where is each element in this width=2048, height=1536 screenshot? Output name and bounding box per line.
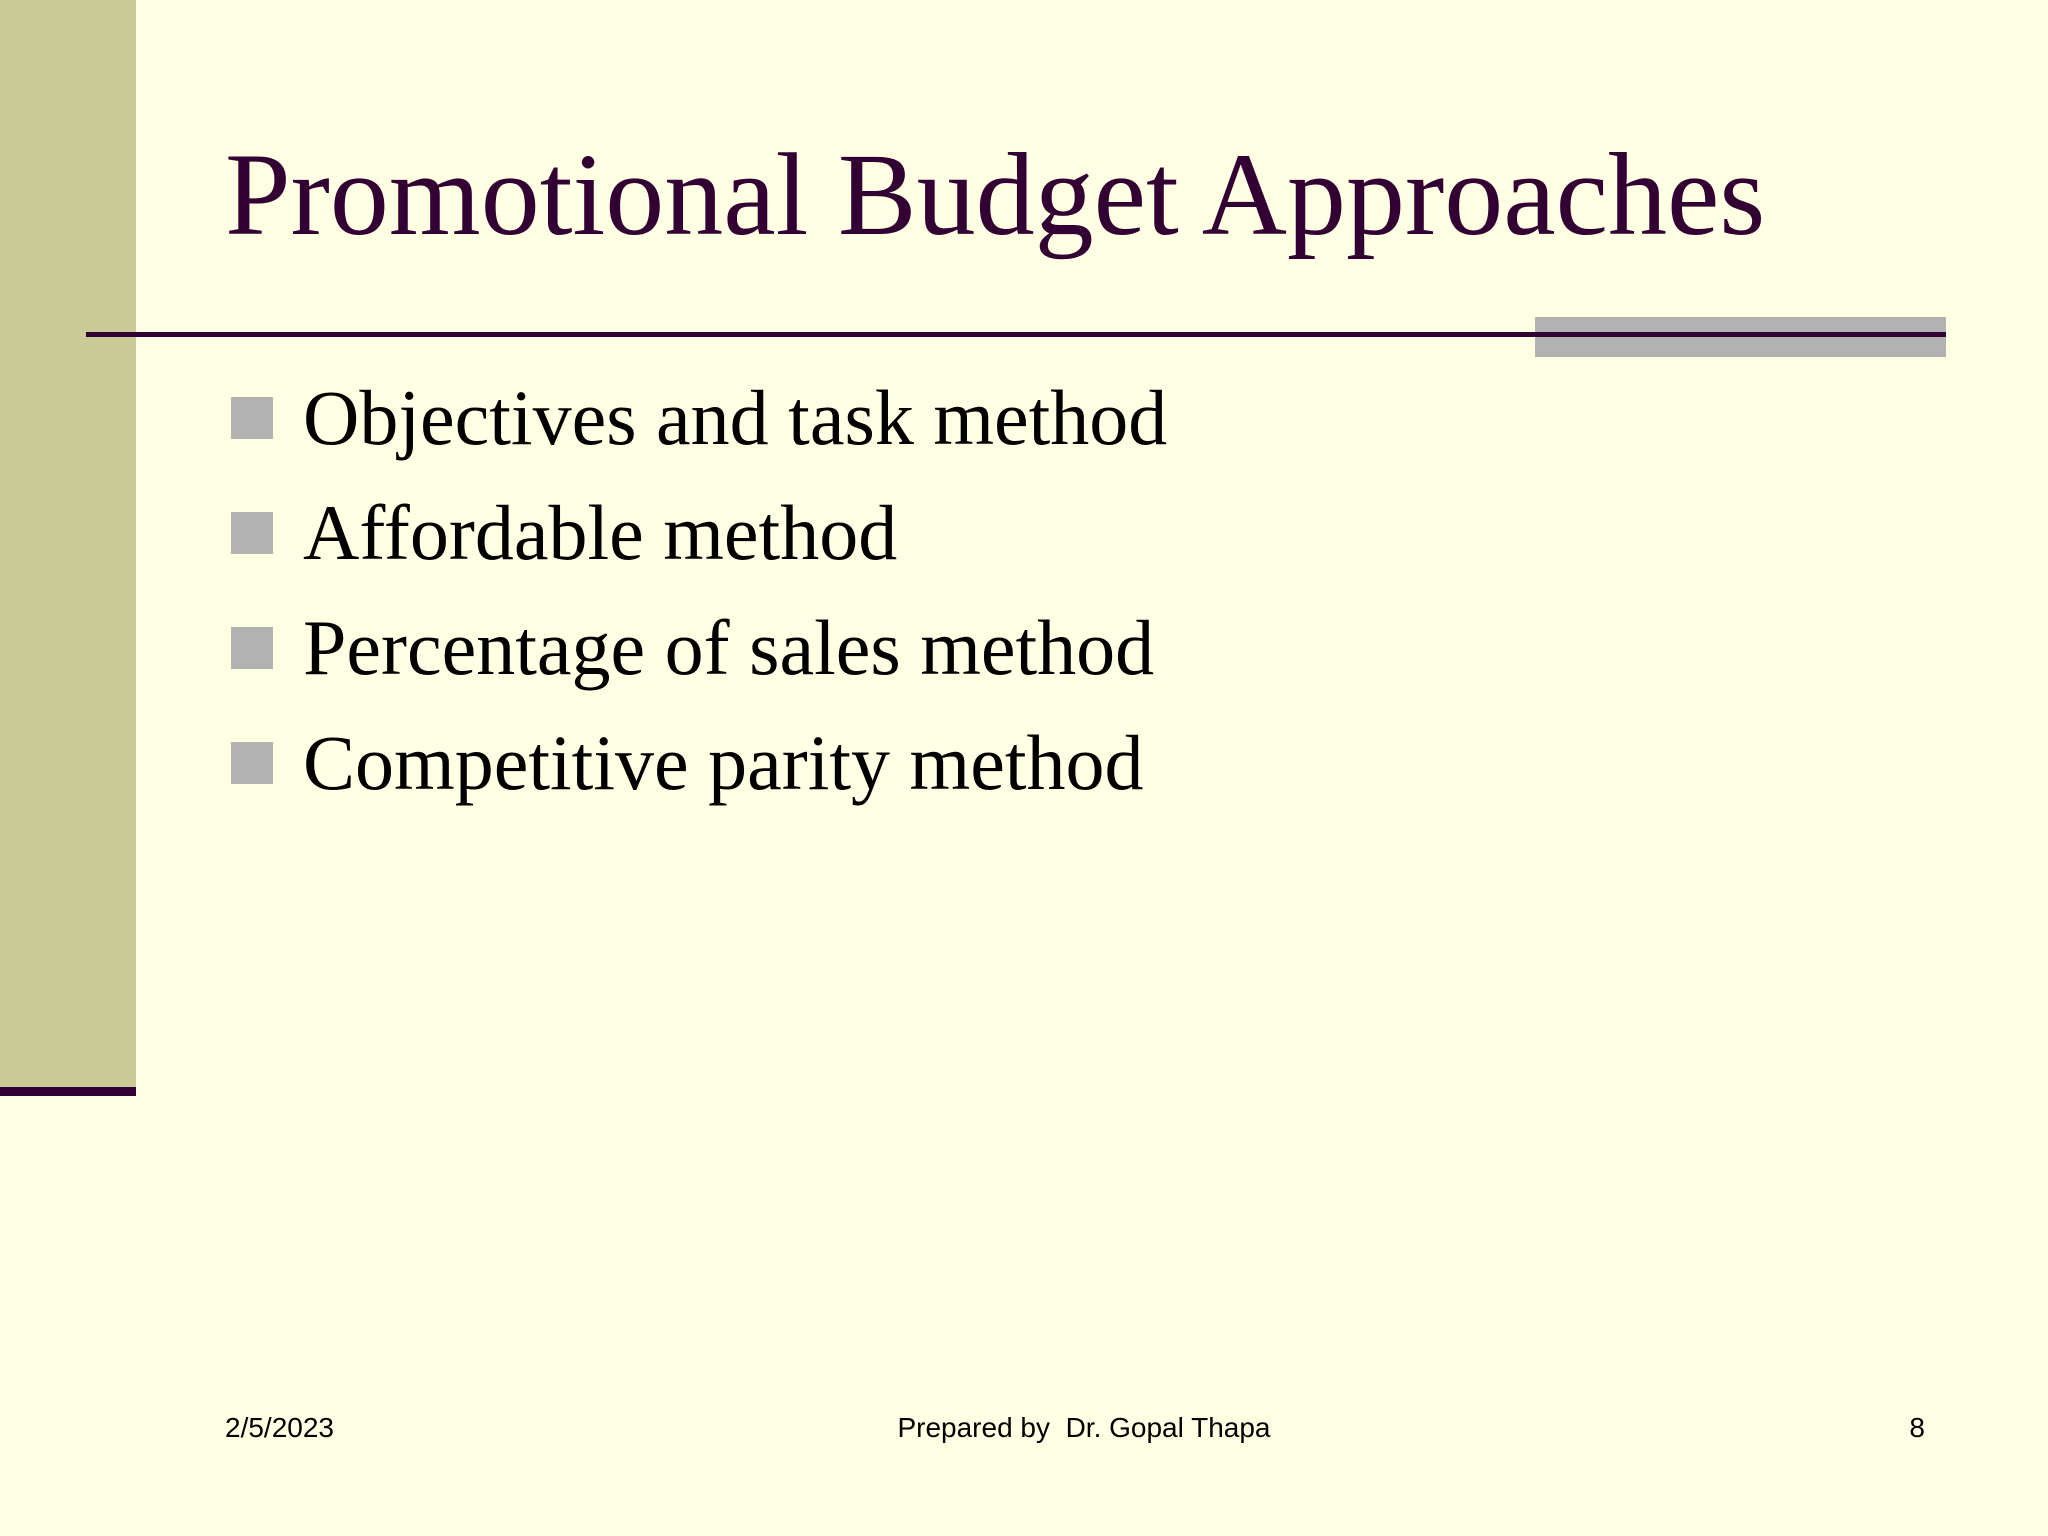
bullet-text: Affordable method — [303, 488, 898, 576]
slide-number: 8 — [1909, 1412, 1925, 1443]
bullet-text: Objectives and task method — [303, 373, 1168, 461]
title-accent-bar — [1535, 317, 1946, 357]
left-bar-underline — [0, 1087, 136, 1096]
square-bullet-icon — [231, 512, 273, 554]
list-item — [231, 705, 1167, 820]
list-item — [231, 475, 1167, 590]
slide-title: Promotional Budget Approaches — [225, 129, 1766, 260]
bullet-text: Percentage of sales method — [303, 603, 1155, 691]
title-divider-line — [86, 332, 1946, 337]
square-bullet-icon — [231, 627, 273, 669]
footer-date: 2/5/2023 — [225, 1412, 334, 1443]
left-decorative-bar — [0, 0, 136, 1087]
square-bullet-icon — [231, 742, 273, 784]
footer-author: Prepared by Dr. Gopal Thapa — [897, 1412, 1271, 1443]
bullet-text: Competitive parity method — [303, 718, 1144, 806]
square-bullet-icon — [231, 397, 273, 439]
bullet-list — [231, 360, 1167, 820]
list-item — [231, 590, 1167, 705]
list-item — [231, 360, 1167, 475]
